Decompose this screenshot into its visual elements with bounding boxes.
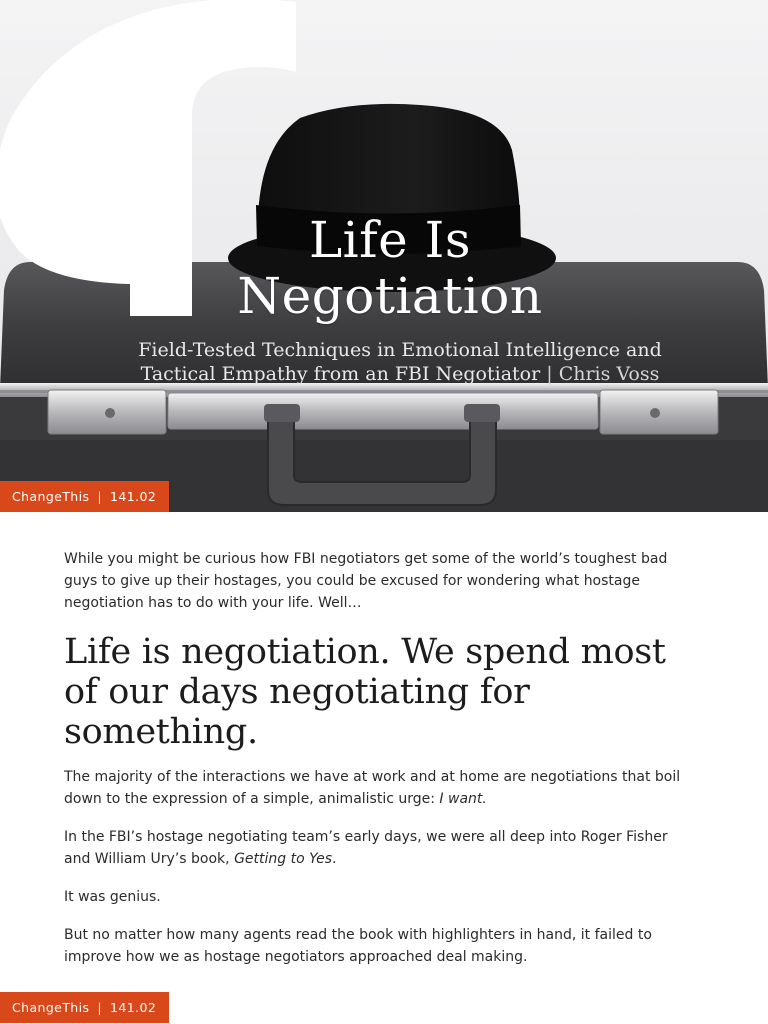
issue-number: 141.02 (110, 1000, 157, 1015)
subtitle-line-2 (100, 362, 700, 386)
intro-paragraph: While you might be curious how FBI negotiators get some of the world’s toughest bad guys to give up their hostages, you could be excused for wondering what hostage negotiation has to do with your life. Well… (64, 551, 668, 611)
paragraph-2 (64, 826, 684, 870)
changethis-tag-bottom (0, 992, 169, 1023)
subtitle-separator: | (546, 363, 553, 385)
paragraph-2-end: . (332, 851, 337, 867)
title-line-2: Negotiation (237, 267, 543, 325)
subtitle-line-1: Field-Tested Techniques in Emotional Intelligence and (138, 339, 662, 361)
brand-label: ChangeThis (12, 1000, 90, 1015)
article-body (64, 548, 684, 984)
paragraph-1-text: The majority of the interactions we have at work and at home are negotiations that boil down to the expression of a simple, animalistic urge: (64, 769, 681, 807)
tag-separator: | (97, 1000, 103, 1015)
author-name: Chris Voss (558, 363, 660, 385)
page-title (180, 212, 600, 324)
book-title: Getting to Yes (234, 851, 333, 867)
tag-separator: | (97, 489, 103, 504)
subtitle-line-2-text: Tactical Empathy from an FBI Negotiator (140, 363, 541, 385)
pull-quote: Life is negotiation. We spend most of our days negotiating for something. (64, 632, 666, 752)
paragraph-1 (64, 766, 684, 810)
brand-label: ChangeThis (12, 489, 90, 504)
paragraph-3: It was genius. (64, 889, 161, 905)
paragraph-2-text: In the FBI’s hostage negotiating team’s early days, we were all deep into Roger Fisher and William Ury’s book, (64, 829, 668, 867)
paragraph-1-emphasis: I want. (439, 791, 487, 807)
paragraph-4: But no matter how many agents read the book with highlighters in hand, it failed to improve how we as hostage negotiators approached deal making. (64, 927, 652, 965)
title-line-1: Life Is (308, 211, 472, 269)
subtitle (100, 338, 700, 386)
changethis-tag-top (0, 481, 169, 512)
issue-number: 141.02 (110, 489, 157, 504)
